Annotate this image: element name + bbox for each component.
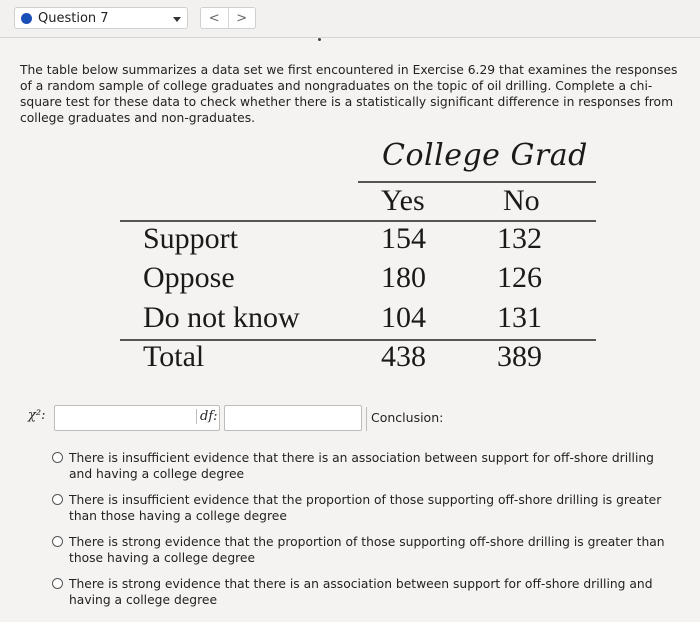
cell-yes: 154 [381,222,426,255]
cell-no: 126 [497,261,542,294]
column-header-yes: Yes [381,184,425,217]
cell-no: 131 [497,301,542,334]
question-label: Question 7 [38,10,109,26]
cell-no: 132 [497,222,542,255]
option-text: There is insufficient evidence that there is an association between support for off-shore drilling and having a college degree [69,451,654,481]
conclusion-options [52,450,672,618]
question-nav [200,7,256,29]
row-label: Oppose [143,261,235,294]
question-status-dot-icon [21,13,32,24]
row-label: Do not know [143,301,300,334]
df-input[interactable] [224,405,362,431]
radio-option[interactable] [52,492,672,524]
radio-option[interactable] [52,450,672,482]
answer-inputs [28,403,688,433]
option-text: There is strong evidence that there is an association between support for off-shore drilling and having a college degree [69,577,653,607]
radio-button[interactable] [52,452,63,463]
total-label: Total [143,340,205,373]
question-selector[interactable] [14,7,188,29]
radio-option[interactable] [52,534,672,566]
option-text: There is insufficient evidence that the proportion of those supporting off-shore drilling is greater than those having a college degree [69,493,662,523]
radio-button[interactable] [52,536,63,547]
column-header-no: No [503,184,540,217]
table-title: College Grad [382,138,588,173]
toolbar-divider [0,37,700,38]
radio-button[interactable] [52,578,63,589]
chi-square-label: χ²: [28,408,46,423]
total-yes: 438 [381,340,426,373]
cell-yes: 180 [381,261,426,294]
option-text: There is strong evidence that the proportion of those supporting off-shore drilling is greater than those having a college degree [69,535,665,565]
question-prompt: The table below summarizes a data set we first encountered in Exercise 6.29 that examines the responses of a random sample of college graduates and nongraduates on the topic of oil drilling. Complete a chi-square test for these data to check whether there is a statistically significant difference in responses from college graduates and non-graduates. [20,63,678,125]
df-label: df: [196,409,218,424]
radio-button[interactable] [52,494,63,505]
radio-option[interactable] [52,576,672,608]
conclusion-label: Conclusion: [366,407,443,431]
cursor-dot-icon [318,38,321,41]
prev-question-button[interactable]: < [208,10,220,26]
cell-yes: 104 [381,301,426,334]
row-label: Support [143,222,239,255]
question-toolbar [0,0,700,38]
header-rule [358,181,596,183]
dropdown-caret-icon [173,17,181,22]
total-no: 389 [497,340,542,373]
next-question-button[interactable]: > [228,8,256,28]
